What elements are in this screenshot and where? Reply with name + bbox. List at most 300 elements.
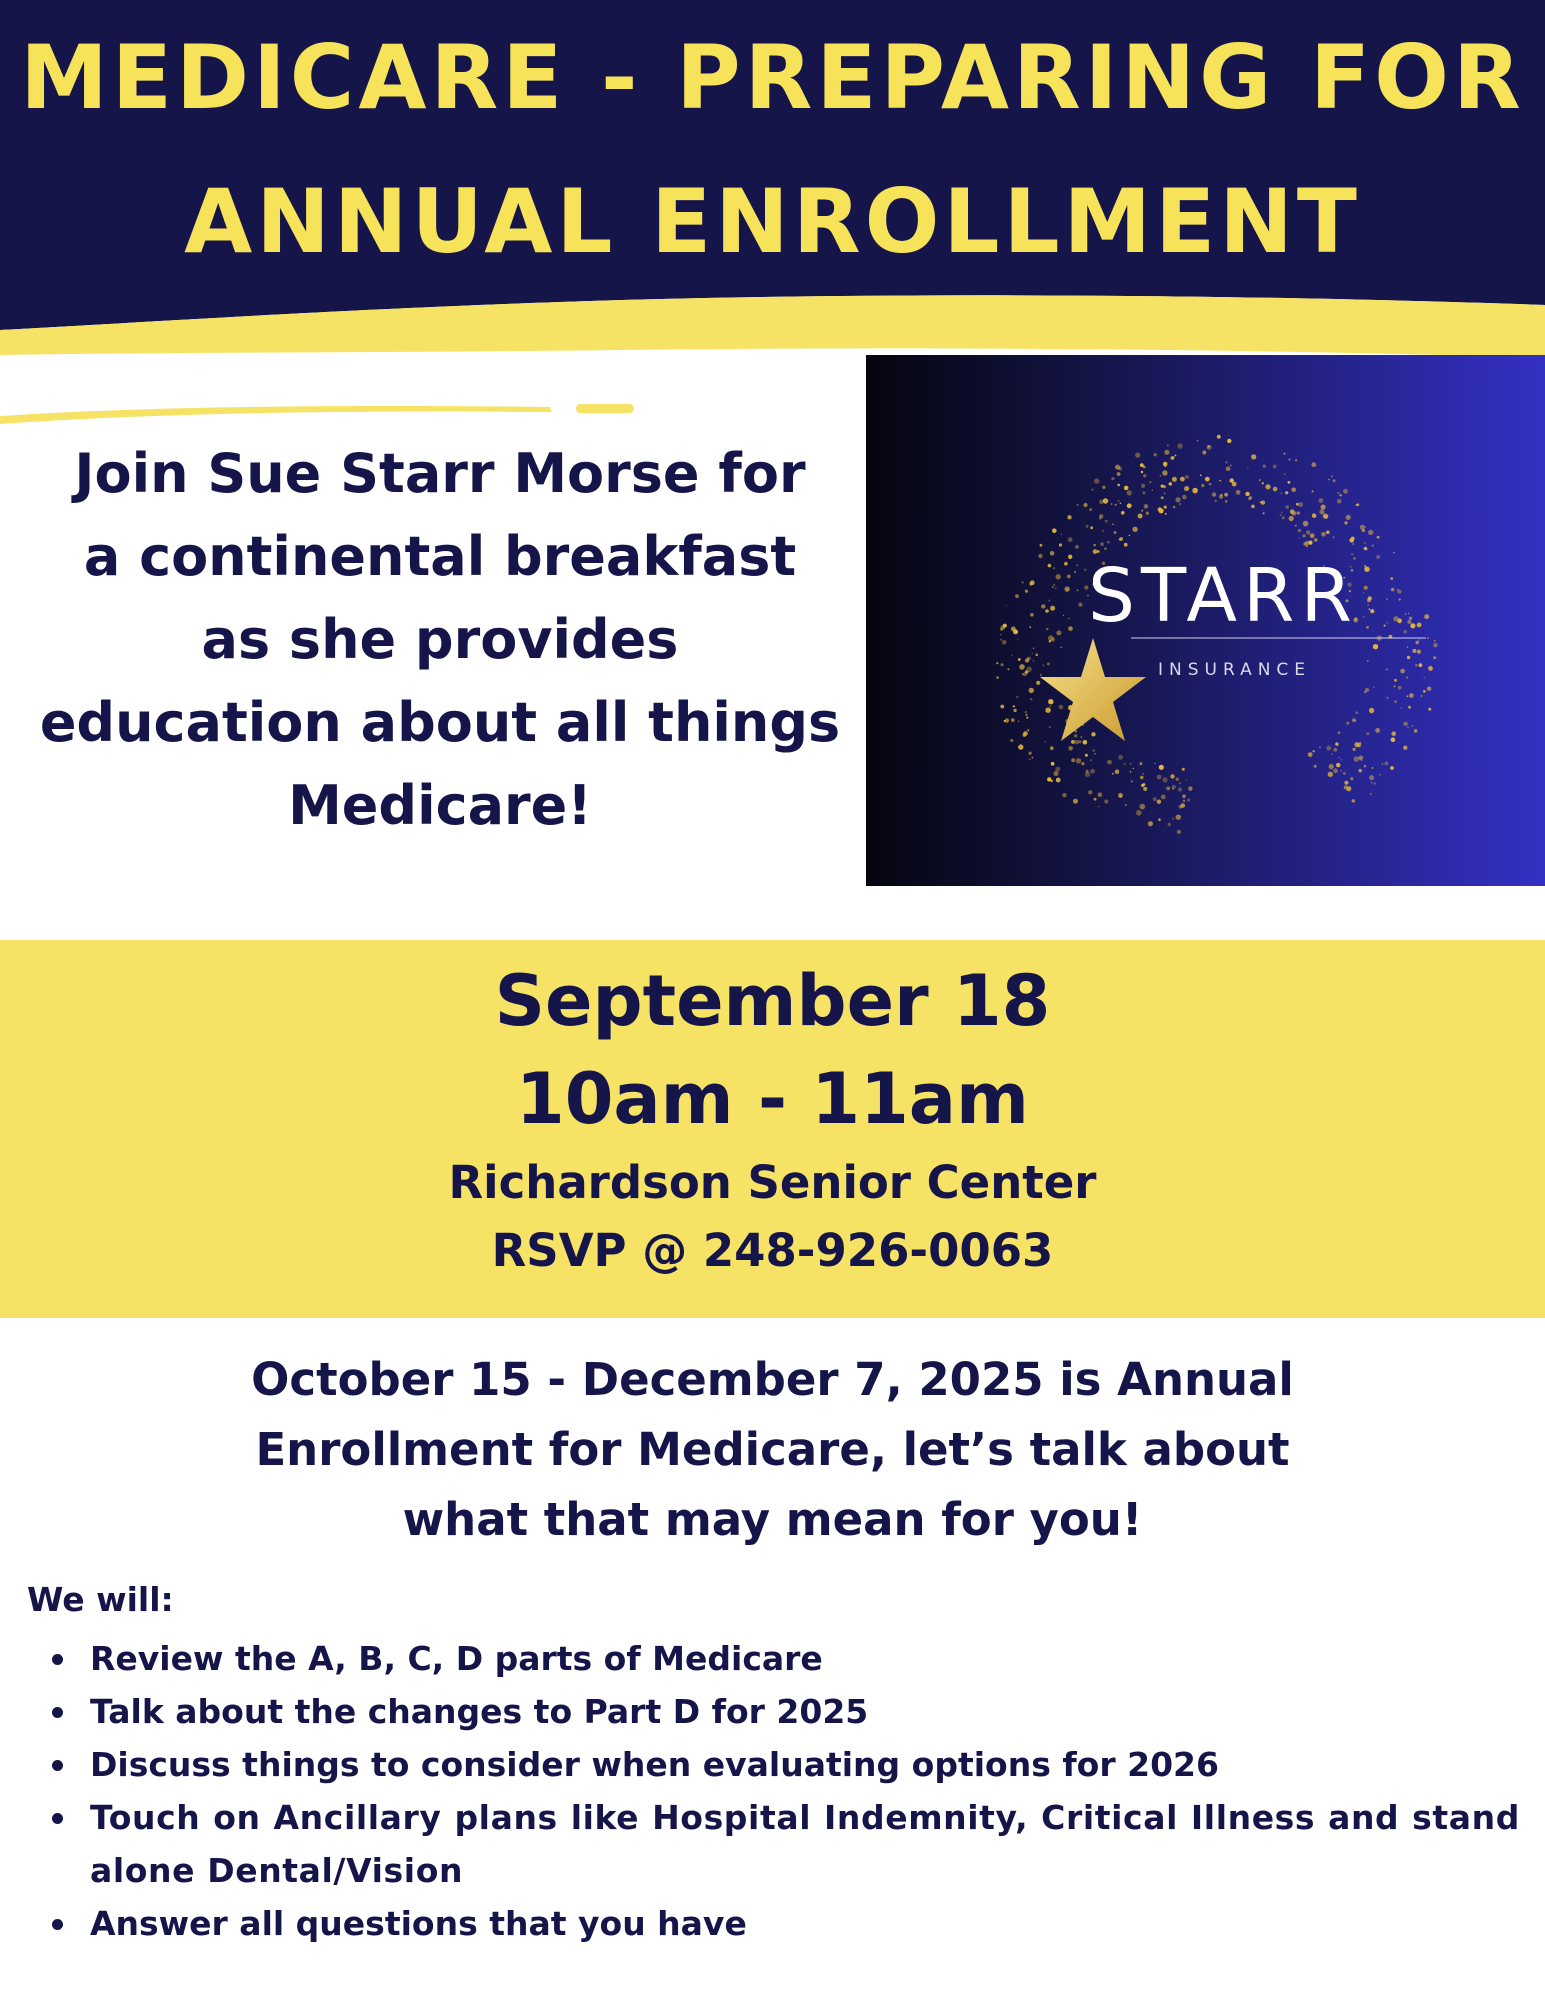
sparkle-dot	[1368, 530, 1373, 535]
sparkle-dot	[1093, 749, 1096, 752]
sparkle-dot	[1056, 778, 1061, 783]
sparkle-dot	[1398, 686, 1402, 690]
sparkle-dot	[1179, 782, 1181, 784]
sparkle-dot	[1157, 800, 1161, 804]
sparkle-dot	[1164, 493, 1165, 494]
list-item: Answer all questions that you have	[38, 1897, 1520, 1950]
sparkle-dot	[1131, 780, 1133, 782]
sparkle-dot	[1288, 458, 1290, 460]
sparkle-dot	[1140, 804, 1146, 810]
list-item: Touch on Ancillary plans like Hospital Indemnity, Critical Illness and stand alone Dental/Vision	[38, 1791, 1520, 1897]
sparkle-dot	[1412, 725, 1414, 727]
sparkle-dot	[1136, 810, 1142, 816]
sparkle-dot	[1333, 748, 1337, 752]
sparkle-dot	[1280, 492, 1282, 494]
sparkle-dot	[1121, 511, 1125, 515]
sparkle-dot	[1073, 799, 1078, 804]
sparkle-dot	[1344, 521, 1347, 524]
sparkle-dot	[1185, 475, 1189, 479]
sparkle-dot	[1303, 521, 1309, 527]
sparkle-dot	[1052, 586, 1053, 587]
sparkle-dot	[1010, 739, 1013, 742]
logo-subtitle: INSURANCE	[1158, 660, 1312, 680]
sparkle-dot	[1022, 581, 1024, 583]
sparkle-dot	[1386, 697, 1388, 699]
intro-text	[30, 432, 850, 847]
sparkle-dot	[1390, 577, 1393, 580]
sparkle-dot	[1061, 534, 1062, 535]
sparkle-dot	[1068, 618, 1070, 620]
sparkle-dot	[1105, 520, 1108, 523]
event-location: Richardson Senior Center	[448, 1156, 1097, 1209]
sparkle-dot	[1285, 491, 1288, 494]
sparkle-dot	[1033, 648, 1035, 650]
sparkle-dot	[1359, 742, 1361, 744]
sparkle-dot	[1314, 538, 1318, 542]
sparkle-dot	[1434, 640, 1435, 641]
sparkle-dot	[1230, 478, 1234, 482]
sparkle-dot	[1135, 453, 1140, 458]
sparkle-dot	[1048, 564, 1052, 568]
sparkle-dot	[1284, 453, 1286, 455]
sparkle-dot	[1077, 590, 1079, 592]
sparkle-dot	[1236, 490, 1241, 495]
sparkle-dot	[1399, 599, 1401, 601]
sparkle-dot	[1364, 586, 1368, 590]
sparkle-dot	[1333, 768, 1338, 773]
sparkle-dot	[1098, 806, 1100, 808]
sparkle-dot	[1168, 823, 1171, 826]
sparkle-dot	[1364, 547, 1368, 551]
sparkle-dot	[1401, 707, 1403, 709]
sparkle-dot	[996, 662, 998, 664]
sparkle-dot	[1341, 759, 1342, 760]
sparkle-dot	[1182, 768, 1185, 771]
sparkle-dot	[1409, 617, 1412, 620]
sparkle-dot	[1424, 677, 1426, 679]
sparkle-dot	[1056, 574, 1061, 579]
sparkle-dot	[1321, 505, 1326, 510]
sparkle-dot	[1169, 482, 1172, 485]
sparkle-dot	[1173, 506, 1175, 508]
sparkle-dot	[1306, 545, 1308, 547]
sparkle-dot	[1184, 490, 1185, 491]
sparkle-dot	[1376, 555, 1380, 559]
event-date: September 18	[494, 960, 1051, 1042]
sparkle-dot	[1428, 708, 1431, 711]
sparkle-dot	[1247, 468, 1248, 469]
sparkle-dot	[1176, 815, 1181, 820]
sparkle-dot	[1162, 470, 1167, 475]
sparkle-dot	[1319, 498, 1324, 503]
sparkle-dot	[1090, 759, 1092, 761]
sparkle-dot	[1273, 487, 1278, 492]
sparkle-dot	[1153, 797, 1157, 801]
sparkle-dot	[1018, 744, 1023, 749]
sparkle-dot	[1305, 541, 1309, 545]
sparkle-dot	[1284, 474, 1286, 476]
sparkle-dot	[1288, 481, 1291, 484]
sparkle-dot	[1391, 731, 1396, 736]
enrollment-statement	[0, 1345, 1545, 1555]
sparkle-dot	[1407, 620, 1411, 624]
sparkle-dot	[1312, 490, 1314, 492]
sparkle-dot	[1245, 492, 1249, 496]
sparkle-dot	[1099, 517, 1101, 519]
sparkle-dot	[1328, 479, 1330, 481]
sparkle-dot	[1372, 767, 1374, 769]
sparkle-dot	[1100, 542, 1104, 546]
list-item: Talk about the changes to Part D for 2025	[38, 1685, 1520, 1738]
sparkle-dot	[1366, 626, 1369, 629]
sparkle-dot	[1226, 466, 1231, 471]
sparkle-dot	[1130, 763, 1132, 765]
sparkle-dot	[1346, 515, 1351, 520]
sparkle-dot	[1368, 596, 1372, 600]
sparkle-dot	[1394, 686, 1396, 688]
sparkle-dot	[1295, 525, 1297, 527]
sparkle-dot	[1064, 562, 1068, 566]
sparkle-dot	[1423, 690, 1426, 693]
sparkle-dot	[1104, 547, 1107, 550]
sparkle-dot	[1141, 510, 1143, 512]
enrollment-line: October 15 - December 7, 2025 is Annual	[251, 1353, 1294, 1406]
logo-wordmark: STARR	[1088, 553, 1358, 639]
sparkle-dot	[1030, 698, 1033, 701]
sparkle-dot	[1035, 654, 1038, 657]
sparkle-dot	[1346, 722, 1349, 725]
sparkle-dot	[1125, 804, 1127, 806]
sparkle-dot	[1407, 656, 1410, 659]
intro-line: education about all things	[39, 691, 841, 754]
sparkle-dot	[1007, 668, 1009, 670]
agenda-heading: We will:	[27, 1580, 174, 1619]
sparkle-dot	[1042, 664, 1044, 666]
sparkle-dot	[1173, 456, 1175, 458]
sparkle-dot	[1115, 769, 1120, 774]
sparkle-dot	[1415, 664, 1417, 666]
sparkle-dot	[1427, 637, 1429, 639]
sparkle-dot	[1326, 531, 1330, 535]
sparkle-dot	[1065, 587, 1070, 592]
sparkle-dot	[1319, 510, 1324, 515]
sparkle-dot	[1011, 627, 1016, 632]
sparkle-dot	[1259, 479, 1261, 481]
sparkle-dot	[1025, 714, 1027, 716]
sparkle-dot	[1197, 440, 1199, 442]
sparkle-dot	[1209, 483, 1212, 486]
sparkle-dot	[1148, 821, 1153, 826]
sparkle-dot	[1165, 513, 1167, 515]
sparkle-dot	[1023, 731, 1028, 736]
sparkle-dot	[1000, 639, 1002, 641]
sparkle-dot	[1289, 516, 1294, 521]
sparkle-dot	[1248, 497, 1251, 500]
sparkle-dot	[1111, 477, 1114, 480]
sparkle-dot	[1175, 497, 1180, 502]
sparkle-dot	[1029, 752, 1032, 755]
page-title-line-2: ANNUAL ENROLLMENT	[184, 170, 1361, 273]
sparkle-dot	[1083, 503, 1087, 507]
sparkle-dot	[1299, 537, 1300, 538]
sparkle-dot	[1107, 541, 1110, 544]
sparkle-dot	[1364, 765, 1367, 768]
sparkle-dot	[1048, 600, 1050, 602]
sparkle-dot	[1140, 762, 1143, 765]
sparkle-dot	[1050, 551, 1055, 556]
sparkle-dot	[1150, 481, 1152, 483]
sparkle-dot	[1161, 496, 1164, 499]
sparkle-dot	[996, 676, 999, 679]
sparkle-dot	[1205, 477, 1210, 482]
bullet-icon	[52, 1654, 63, 1665]
sparkle-dot	[1154, 763, 1156, 765]
sparkle-dot	[1124, 543, 1128, 547]
sparkle-dot	[1172, 818, 1174, 820]
sparkle-dot	[1407, 695, 1409, 697]
sparkle-dot	[1192, 488, 1198, 494]
sparkle-dot	[1033, 660, 1035, 662]
sparkle-dot	[1164, 506, 1167, 509]
sparkle-dot	[1350, 777, 1353, 780]
sparkle-dot	[1094, 753, 1096, 755]
sparkle-dot	[1050, 746, 1054, 750]
sparkle-dot	[1124, 486, 1129, 491]
sparkle-dot	[1313, 750, 1315, 752]
sparkle-dot	[1172, 477, 1177, 482]
sparkle-dot	[1144, 504, 1149, 509]
sparkle-dot	[1091, 732, 1095, 736]
sparkle-dot	[1102, 486, 1105, 489]
sparkle-dot	[1130, 771, 1132, 773]
sparkle-dot	[1051, 762, 1055, 766]
event-time: 10am - 11am	[516, 1058, 1029, 1140]
sparkle-dot	[1162, 777, 1167, 782]
sparkle-dot	[1202, 451, 1206, 455]
sparkle-dot	[1374, 782, 1376, 784]
sparkle-dot	[1212, 492, 1216, 496]
sparkle-dot	[1403, 722, 1408, 727]
sparkle-dot	[1161, 795, 1166, 800]
sparkle-dot	[1088, 790, 1092, 794]
sparkle-dot	[1201, 484, 1204, 487]
sparkle-dot	[1400, 669, 1405, 674]
sparkle-dot	[1393, 552, 1394, 553]
sparkle-dot	[1263, 465, 1266, 468]
event-rsvp: RSVP @ 248-926-0063	[491, 1224, 1054, 1277]
sparkle-dot	[1369, 775, 1374, 780]
sparkle-dot	[1352, 718, 1356, 722]
sparkle-dot	[1061, 647, 1062, 648]
sparkle-dot	[1295, 459, 1297, 461]
sparkle-dot	[1366, 732, 1369, 735]
intro-line: Medicare!	[288, 774, 592, 837]
page-title-line-1: MEDICARE - PREPARING FOR	[20, 26, 1525, 129]
sparkle-dot	[1094, 798, 1097, 801]
sparkle-dot	[1026, 717, 1028, 719]
sparkle-dot	[1143, 783, 1146, 786]
sparkle-dot	[1419, 639, 1420, 640]
sparkle-dot	[1015, 594, 1019, 598]
sparkle-dot	[1359, 756, 1364, 761]
sparkle-dot	[1167, 445, 1169, 447]
sparkle-dot	[1025, 658, 1029, 662]
sparkle-dot	[1117, 484, 1120, 487]
sparkle-dot	[1107, 760, 1112, 765]
bullet-icon	[52, 1760, 63, 1771]
sparkle-dot	[1143, 466, 1146, 469]
sparkle-dot	[1140, 776, 1143, 779]
sparkle-dot	[1260, 501, 1262, 503]
sparkle-dot	[1405, 613, 1407, 615]
sparkle-dot	[1364, 691, 1366, 693]
sparkle-dot	[1384, 625, 1386, 627]
sparkle-dot	[1331, 476, 1333, 478]
sparkle-dot	[1086, 525, 1089, 528]
sparkle-dot	[1179, 503, 1181, 505]
sparkle-dot	[1059, 705, 1064, 710]
sparkle-dot	[1141, 471, 1143, 473]
sparkle-dot	[1359, 769, 1362, 772]
sparkle-dot	[1078, 603, 1082, 607]
sparkle-dot	[1177, 443, 1182, 448]
sparkle-dot	[1172, 788, 1174, 790]
sparkle-dot	[1141, 484, 1145, 488]
sparkle-dot	[1424, 614, 1429, 619]
sparkle-dot	[1180, 477, 1185, 482]
intro-line: as she provides	[201, 608, 679, 671]
sparkle-dot	[1000, 663, 1003, 666]
sparkle-dot	[1386, 622, 1388, 624]
sparkle-dot	[1310, 533, 1315, 538]
sparkle-dot	[1048, 635, 1054, 641]
sparkle-dot	[1360, 525, 1365, 530]
sparkle-dot	[1142, 773, 1144, 775]
sparkle-dot	[1357, 503, 1360, 506]
sparkle-dot	[1363, 592, 1364, 593]
sparkle-dot	[1371, 782, 1372, 783]
sparkle-dot	[1382, 763, 1384, 765]
sparkle-dot	[1353, 748, 1356, 751]
sparkle-dot	[1251, 454, 1256, 459]
sparkle-dot	[1373, 686, 1375, 688]
sparkle-dot	[1298, 529, 1301, 532]
sparkle-dot	[1025, 711, 1027, 713]
sparkle-dot	[1412, 649, 1416, 653]
sparkle-dot	[1394, 700, 1397, 703]
sparkle-dot	[1176, 778, 1179, 781]
sparkle-dot	[1084, 569, 1086, 571]
sparkle-dot	[1352, 799, 1355, 802]
intro-line: Join Sue Starr Morse for	[74, 442, 806, 505]
sparkle-dot	[1071, 758, 1075, 762]
sparkle-dot	[1051, 780, 1053, 782]
sparkle-dot	[1408, 706, 1411, 709]
sparkle-dot	[1224, 493, 1228, 497]
sparkle-dot	[1370, 609, 1374, 613]
sparkle-dot	[1055, 587, 1057, 589]
sparkle-dot	[1067, 575, 1071, 579]
sparkle-dot	[1030, 613, 1034, 617]
sparkle-dot	[1018, 721, 1019, 722]
sparkle-dot	[1085, 754, 1088, 757]
sparkle-dot	[1356, 711, 1359, 714]
sparkle-dot	[1178, 787, 1182, 791]
sparkle-dot	[1052, 528, 1057, 533]
sparkle-dot	[1182, 794, 1186, 798]
sparkle-dot	[1390, 766, 1394, 770]
sparkle-dot	[1220, 494, 1222, 496]
list-item: Review the A, B, C, D parts of Medicare	[38, 1632, 1520, 1685]
sparkle-dot	[1075, 740, 1079, 744]
sparkle-dot	[1159, 765, 1164, 770]
sparkle-dot	[1029, 759, 1030, 760]
bullet-icon	[52, 1919, 63, 1930]
sparkle-dot	[1394, 679, 1397, 682]
sparkle-dot	[1046, 628, 1049, 631]
sparkle-dot	[1326, 746, 1331, 751]
sparkle-dot	[1029, 688, 1034, 693]
sparkle-dot	[1367, 660, 1368, 661]
sparkle-dot	[1090, 526, 1093, 529]
sparkle-dot	[1391, 737, 1396, 742]
sparkle-dot	[1019, 664, 1025, 670]
sparkle-dot	[1040, 544, 1043, 547]
sparkle-dot	[1048, 699, 1053, 704]
sparkle-dot	[1336, 763, 1340, 767]
sparkle-dot	[1407, 727, 1409, 729]
sparkle-dot	[1074, 734, 1077, 737]
sparkle-dot	[1068, 555, 1072, 559]
sparkle-dot	[1177, 830, 1181, 834]
enrollment-line: Enrollment for Medicare, let’s talk about	[255, 1423, 1290, 1476]
sparkle-dot	[1373, 644, 1378, 649]
sparkle-dot	[1312, 513, 1317, 518]
sparkle-dot	[1369, 608, 1371, 610]
sparkle-dot	[1217, 435, 1221, 439]
sparkle-dot	[1124, 763, 1126, 765]
sparkle-dot	[1013, 705, 1015, 707]
sparkle-dot	[1338, 731, 1341, 734]
sparkle-dot	[1071, 740, 1075, 744]
sparkle-dot	[1200, 474, 1202, 476]
sparkle-dot	[1175, 455, 1177, 457]
sparkle-dot	[1338, 492, 1340, 494]
sparkle-dot	[1354, 756, 1360, 762]
sparkle-dot	[1409, 693, 1414, 698]
sparkle-dot	[1311, 462, 1316, 467]
sparkle-dot	[1182, 495, 1187, 500]
sparkle-dot	[1068, 537, 1073, 542]
sparkle-dot	[1386, 598, 1388, 600]
sparkle-dot	[1397, 618, 1402, 623]
sparkle-dot	[1428, 666, 1433, 671]
sparkle-dot	[1339, 757, 1341, 759]
sparkle-dot	[1138, 514, 1143, 519]
sparkle-dot	[1379, 774, 1381, 776]
sparkle-dot	[1154, 453, 1157, 456]
sparkle-dot	[1002, 640, 1007, 645]
sparkle-dot	[1076, 758, 1081, 763]
sparkle-dot	[1321, 532, 1326, 537]
sparkle-dot	[1164, 450, 1169, 455]
sparkle-dot	[1308, 752, 1313, 757]
sparkle-dot	[1273, 465, 1277, 469]
bullet-icon	[52, 1707, 63, 1718]
sparkle-dot	[1331, 753, 1333, 755]
sparkle-dot	[1011, 655, 1013, 657]
sparkle-dot	[1029, 626, 1031, 628]
